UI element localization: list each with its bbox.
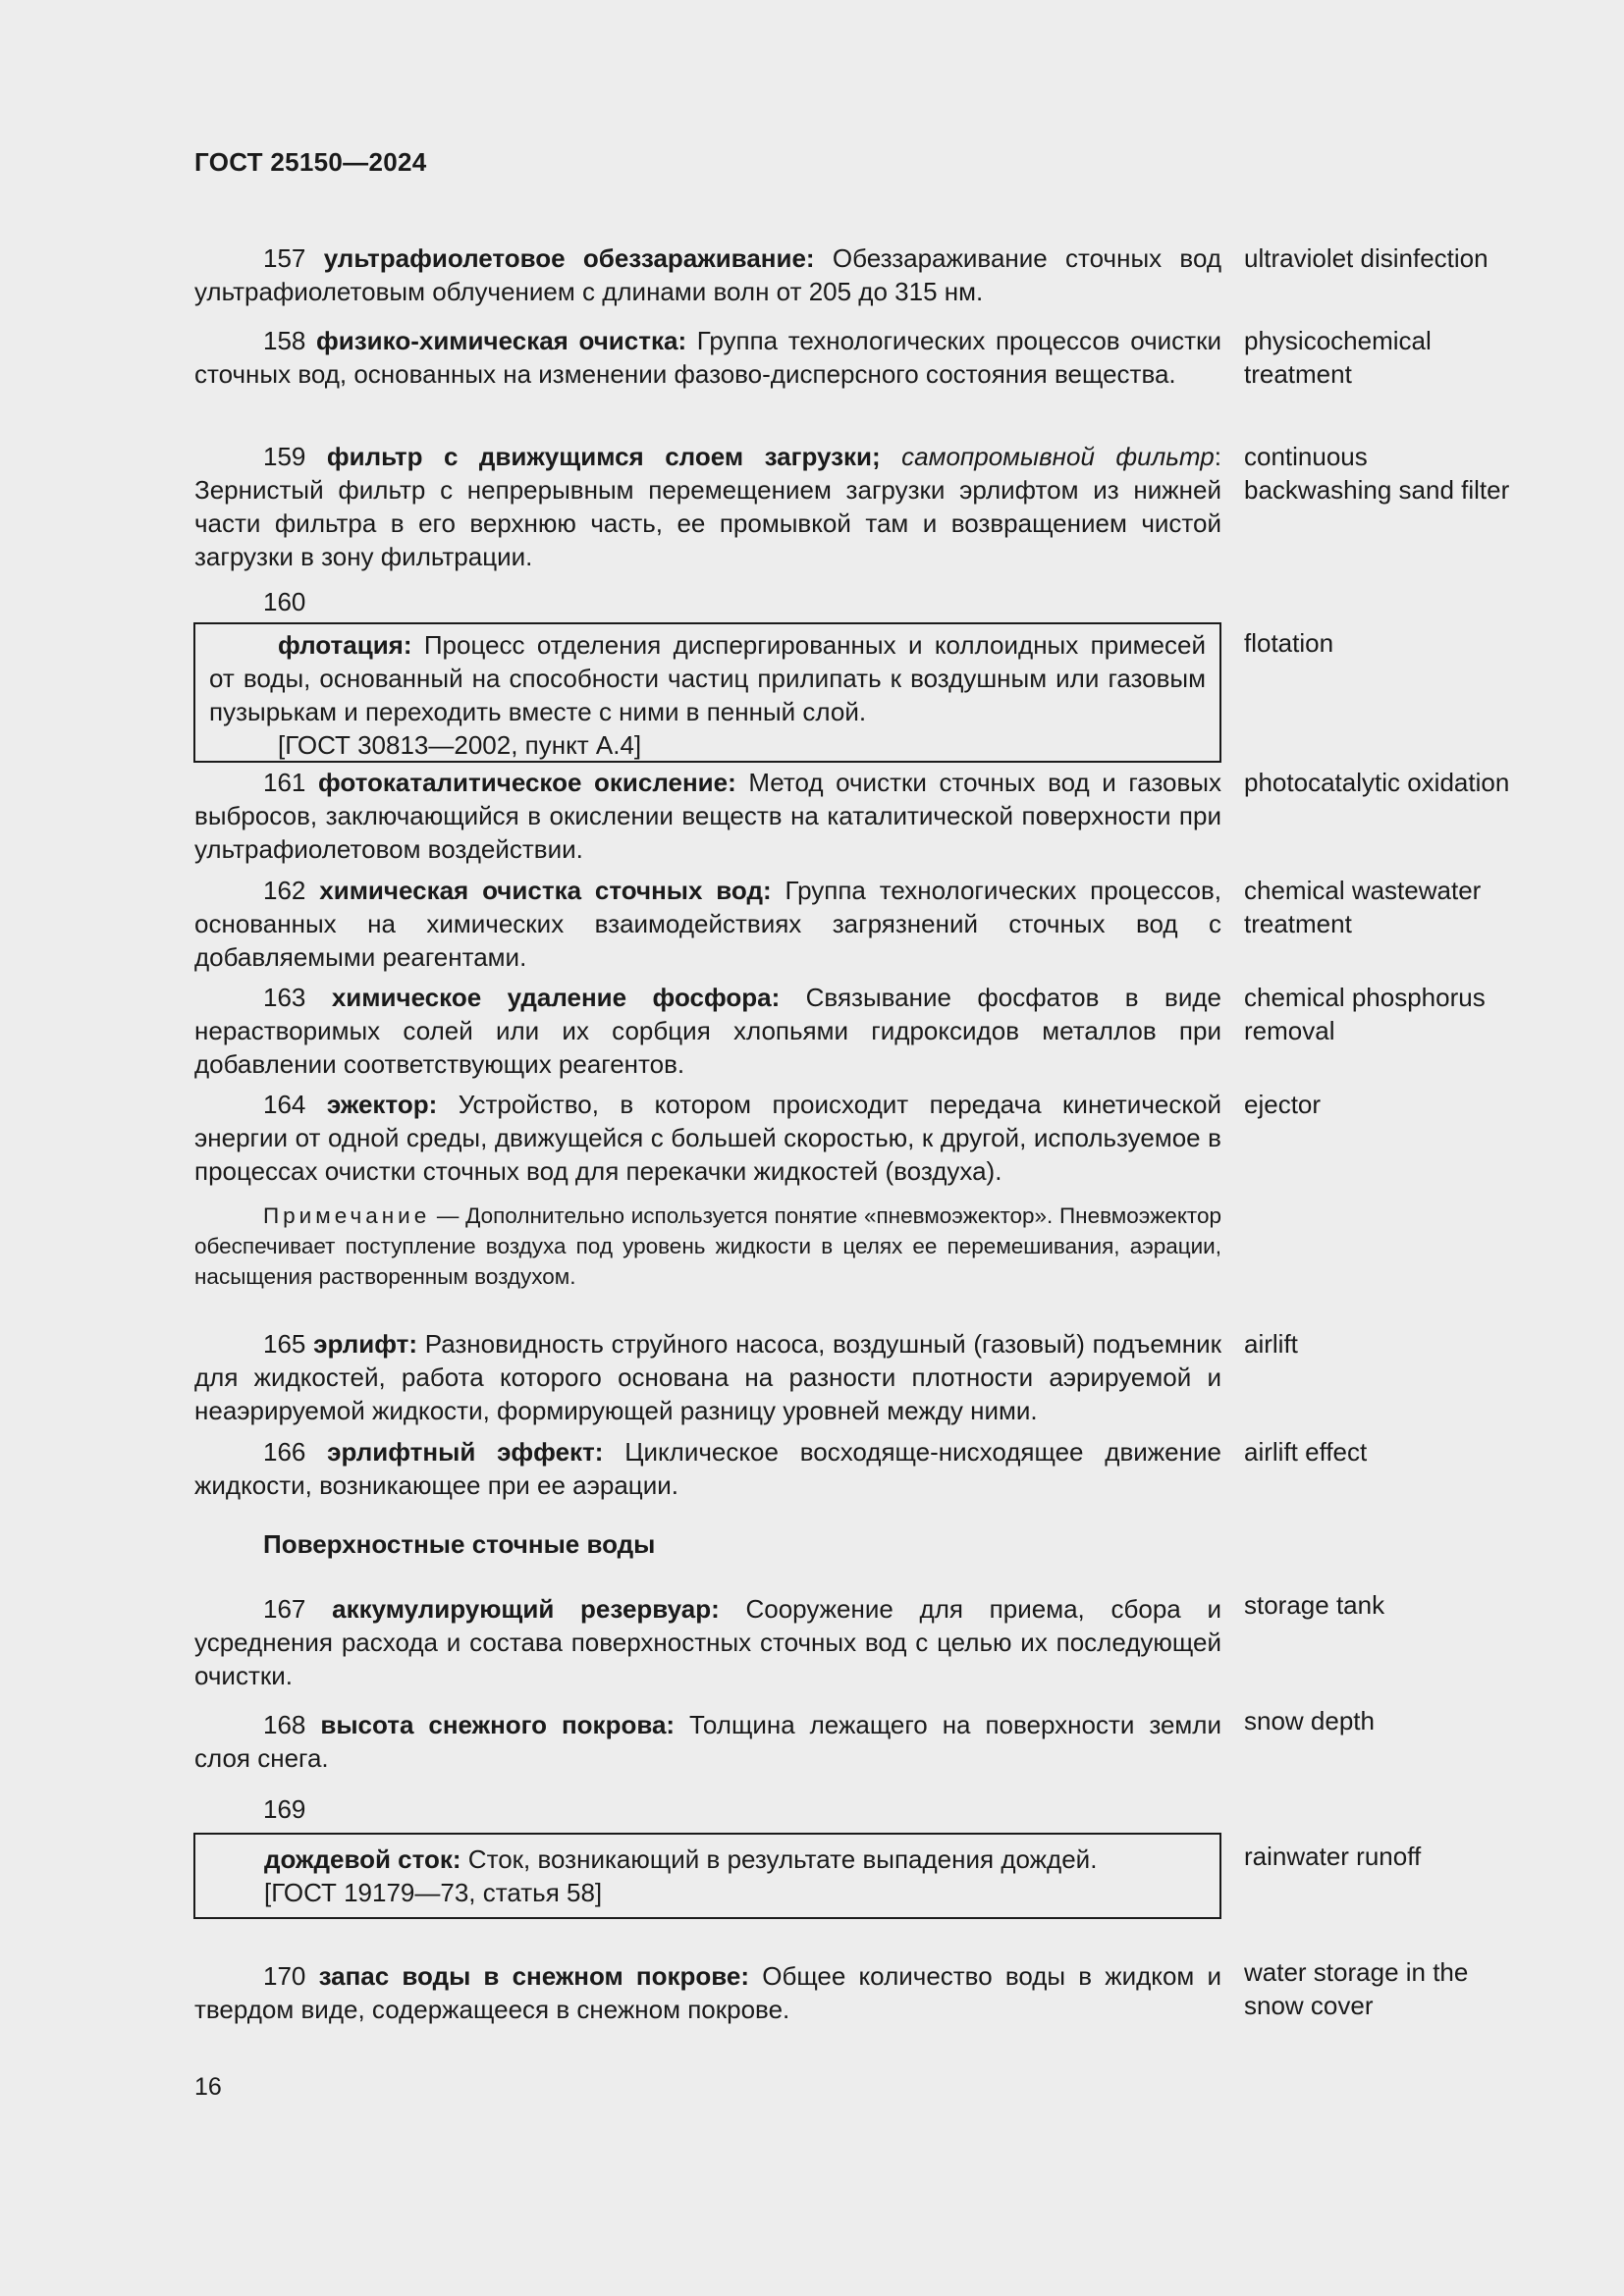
term-number: 168 (263, 1710, 306, 1739)
term-english-163: chemical phosphorus removal (1244, 983, 1486, 1045)
note-block (194, 1201, 1221, 1292)
term-definition: Связывание фосфатов в виде нерастворимых солей или их сорбция хлопьями гидроксидов металлов при добавлении соответствующих реагентов. (194, 983, 1221, 1079)
term-name: флотация: (278, 630, 412, 660)
term-english-165: airlift (1244, 1329, 1298, 1359)
term-name: эжектор: (326, 1090, 438, 1119)
term-number: 159 (263, 442, 306, 471)
term-english-164: ejector (1244, 1090, 1322, 1119)
term-box-160 (193, 622, 1221, 763)
term-definition: Циклическое восходяще-нисходящее движение жидкости, возникающее при ее аэрации. (194, 1437, 1221, 1500)
term-box-169 (193, 1833, 1221, 1919)
term-entry-157 (194, 241, 1221, 308)
term-entry-170 (194, 1959, 1221, 2026)
term-english-161: photocatalytic oxidation (1244, 768, 1510, 797)
term-definition: Сооружение для приема, сбора и усреднения расхода и состава поверхностных сточных вод с целью их последующей очистки. (194, 1594, 1221, 1690)
term-number: 157 (263, 243, 306, 273)
term-english-170: water storage in the snow cover (1244, 1957, 1469, 2020)
term-english-160: flotation (1244, 628, 1334, 658)
term-number-160: 160 (263, 587, 306, 616)
term-number: 161 (263, 768, 306, 797)
term-entry-167 (194, 1592, 1221, 1692)
term-number-169: 169 (263, 1794, 306, 1824)
term-source: [ГОСТ 19179—73, статья 58] (264, 1878, 603, 1907)
term-name: аккумулирующий резервуар: (332, 1594, 720, 1624)
term-name: дождевой сток: (264, 1844, 461, 1874)
term-entry-162 (194, 874, 1221, 974)
term-source: [ГОСТ 30813—2002, пункт А.4] (278, 730, 642, 760)
term-english-162: chemical wastewater treatment (1244, 876, 1482, 938)
term-english-168: snow depth (1244, 1706, 1375, 1735)
term-definition: Группа технологических процессов очистки сточных вод, основанных на изменении фазово-дисперсного состояния вещества. (194, 326, 1221, 389)
term-definition: : Зернистый фильтр с непрерывным перемещением загрузки эрлифтом из нижней части фильтра в его верхнюю часть, ее промывкой там и возвращением чистой загрузки в зону фильтрации. (194, 442, 1221, 571)
term-number: 158 (263, 326, 306, 355)
term-definition: Толщина лежащего на поверхности земли слоя снега. (194, 1710, 1221, 1773)
term-definition: Устройство, в котором происходит передача кинетической энергии от одной среды, движущейся с большей скоростью, к другой, используемое в процессах очистки сточных вод для перекачки жидкостей (воздуха). (194, 1090, 1221, 1186)
term-definition: Процесс отделения диспергированных и коллоидных примесей от воды, основанный на способности частиц прилипать к воздушным или газовым пузырькам и переходить вместе с ними в пенный слой. (209, 630, 1206, 726)
term-name: эрлифтный эффект: (327, 1437, 604, 1467)
term-entry-165 (194, 1327, 1221, 1427)
term-number: 170 (263, 1961, 306, 1991)
term-name: высота снежного покрова: (320, 1710, 676, 1739)
term-name: запас воды в снежном покрове: (318, 1961, 750, 1991)
term-english-158: physicochemical treatment (1244, 326, 1432, 389)
term-definition: Обеззараживание сточных вод ультрафиолетовым облучением с длинами волн от 205 до 315 нм. (194, 243, 1221, 306)
term-entry-163 (194, 981, 1221, 1081)
term-name: химическая очистка сточных вод: (319, 876, 772, 905)
term-name: фотокаталитическое окисление: (317, 768, 736, 797)
term-number: 163 (263, 983, 306, 1012)
term-definition: Группа технологических процессов, основанных на химических взаимодействиях загрязнений сточных вод с добавляемыми реагентами. (194, 876, 1222, 972)
term-number: 167 (263, 1594, 306, 1624)
term-definition: Разновидность струйного насоса, воздушный (газовый) подъемник для жидкостей, работа которого основана на разности плотности аэрируемой и неаэрируемой жидкости, формирующей разницу уровней между ними. (194, 1329, 1222, 1425)
term-english-157: ultraviolet disinfection (1244, 243, 1489, 273)
term-name: эрлифт: (313, 1329, 418, 1359)
term-name: физико-химическая очистка: (316, 326, 687, 355)
term-entry-158 (194, 324, 1221, 391)
term-number: 162 (263, 876, 306, 905)
term-name: химическое удаление фосфора: (331, 983, 781, 1012)
term-entry-164 (194, 1088, 1221, 1188)
term-entry-166 (194, 1435, 1221, 1502)
term-entry-168 (194, 1708, 1221, 1775)
term-definition: Сток, возникающий в результате выпадения дождей. (460, 1844, 1098, 1874)
standard-header: ГОСТ 25150—2024 (194, 147, 427, 177)
term-number: 164 (263, 1090, 306, 1119)
note-text: — Дополнительно используется понятие «пневмоэжектор». Пневмоэжектор обеспечивает поступление воздуха под уровень жидкости в целях ее перемешивания, аэрации, насыщения растворенным воздухом. (194, 1203, 1221, 1289)
term-name: фильтр с движущимся слоем загрузки; (326, 442, 881, 471)
page-number: 16 (194, 2073, 222, 2101)
term-english-166: airlift effect (1244, 1437, 1368, 1467)
term-english-167: storage tank (1244, 1590, 1385, 1620)
note-label: Примечание (263, 1203, 431, 1228)
term-synonym: самопромывной фильтр (880, 442, 1215, 471)
term-english-159: continuous backwashing sand filter (1244, 442, 1510, 505)
term-definition: Метод очистки сточных вод и газовых выбросов, заключающийся в окислении веществ на каталитической поверхности при ультрафиолетовом воздействии. (194, 768, 1221, 864)
term-definition: Общее количество воды в жидком и твердом виде, содержащееся в снежном покрове. (194, 1961, 1221, 2024)
term-number: 165 (263, 1329, 306, 1359)
term-entry-161 (194, 766, 1221, 866)
term-number: 166 (263, 1437, 306, 1467)
term-entry-159 (194, 440, 1221, 573)
term-name: ультрафиолетовое обеззараживание: (323, 243, 815, 273)
term-english-169: rainwater runoff (1244, 1842, 1422, 1871)
section-heading: Поверхностные сточные воды (263, 1529, 656, 1559)
